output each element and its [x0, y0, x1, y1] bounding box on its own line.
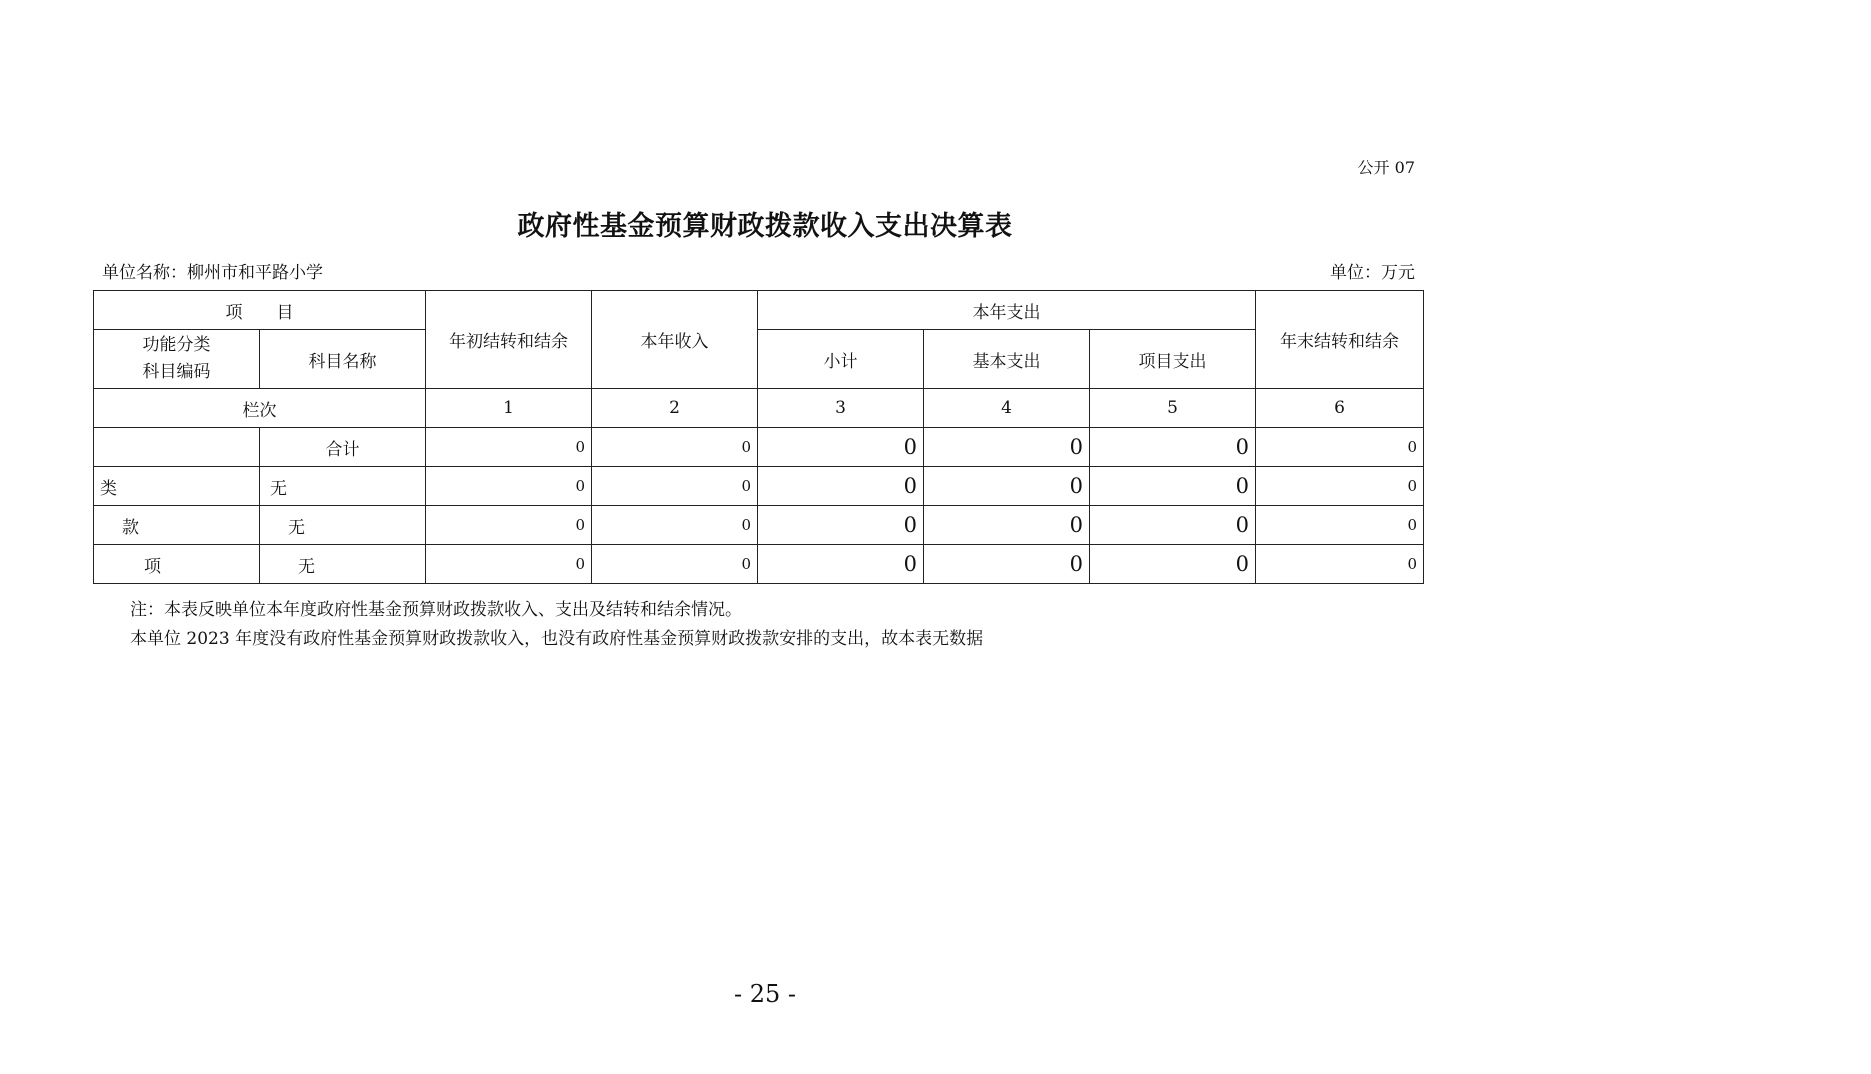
- cell-opening-balance: 0: [426, 545, 592, 584]
- table-note: 注：本表反映单位本年度政府性基金预算财政拨款收入、支出及结转和结余情况。: [130, 600, 742, 620]
- header-func-code: 功能分类 科目编码: [94, 330, 260, 389]
- cell-closing-balance: 0: [1256, 506, 1424, 545]
- header-subtotal: 小计: [758, 330, 924, 389]
- cell-basic: 0: [924, 428, 1090, 467]
- cell-closing-balance: 0: [1256, 428, 1424, 467]
- cell-income: 0: [592, 428, 758, 467]
- col-num: 5: [1090, 389, 1256, 428]
- cell-basic: 0: [924, 506, 1090, 545]
- report-table: [93, 290, 1424, 584]
- col-num: 4: [924, 389, 1090, 428]
- page-number: - 25 -: [733, 980, 796, 1008]
- table-row: [94, 506, 1424, 545]
- cell-basic: 0: [924, 545, 1090, 584]
- unit-label: 单位：万元: [1330, 263, 1415, 283]
- row-name: 无: [260, 545, 426, 584]
- cell-opening-balance: 0: [426, 506, 592, 545]
- row-code: 款: [94, 506, 260, 545]
- cell-subtotal: 0: [758, 467, 924, 506]
- column-number-row: [94, 389, 1424, 428]
- cell-income: 0: [592, 545, 758, 584]
- cell-subtotal: 0: [758, 506, 924, 545]
- header-income: 本年收入: [592, 291, 758, 389]
- header-closing-balance: 年末结转和结余: [1256, 291, 1424, 389]
- cell-closing-balance: 0: [1256, 545, 1424, 584]
- unit-name: 单位名称：柳州市和平路小学: [102, 263, 323, 283]
- row-name: 合计: [260, 428, 426, 467]
- header-item: 项 目: [94, 291, 426, 330]
- table-row: [94, 428, 1424, 467]
- row-name: 无: [260, 467, 426, 506]
- cell-income: 0: [592, 506, 758, 545]
- cell-basic: 0: [924, 467, 1090, 506]
- cell-project: 0: [1090, 506, 1256, 545]
- row-name: 无: [260, 506, 426, 545]
- table-row: [94, 467, 1424, 506]
- cell-project: 0: [1090, 545, 1256, 584]
- cell-subtotal: 0: [758, 545, 924, 584]
- cell-opening-balance: 0: [426, 428, 592, 467]
- header-expenditure: 本年支出: [758, 291, 1256, 330]
- page-title: 政府性基金预算财政拨款收入支出决算表: [517, 211, 1013, 242]
- header-basic: 基本支出: [924, 330, 1090, 389]
- row-code: 项: [94, 545, 260, 584]
- cell-project: 0: [1090, 428, 1256, 467]
- cell-income: 0: [592, 467, 758, 506]
- col-label: 栏次: [94, 389, 426, 428]
- cell-opening-balance: 0: [426, 467, 592, 506]
- row-code: [94, 428, 260, 467]
- header-row-1: [94, 291, 1424, 330]
- col-num: 2: [592, 389, 758, 428]
- cell-subtotal: 0: [758, 428, 924, 467]
- header-subject-name: 科目名称: [260, 330, 426, 389]
- header-opening-balance: 年初结转和结余: [426, 291, 592, 389]
- table-note-explanation: 本单位 2023 年度没有政府性基金预算财政拨款收入，也没有政府性基金预算财政拨款安排的支出，故本表无数据: [130, 629, 984, 649]
- col-num: 6: [1256, 389, 1424, 428]
- header-project: 项目支出: [1090, 330, 1256, 389]
- table-row: [94, 545, 1424, 584]
- header-row-2: [94, 330, 1424, 389]
- page-code: 公开 07: [1357, 158, 1415, 177]
- col-num: 3: [758, 389, 924, 428]
- col-num: 1: [426, 389, 592, 428]
- cell-closing-balance: 0: [1256, 467, 1424, 506]
- row-code: 类: [94, 467, 260, 506]
- cell-project: 0: [1090, 467, 1256, 506]
